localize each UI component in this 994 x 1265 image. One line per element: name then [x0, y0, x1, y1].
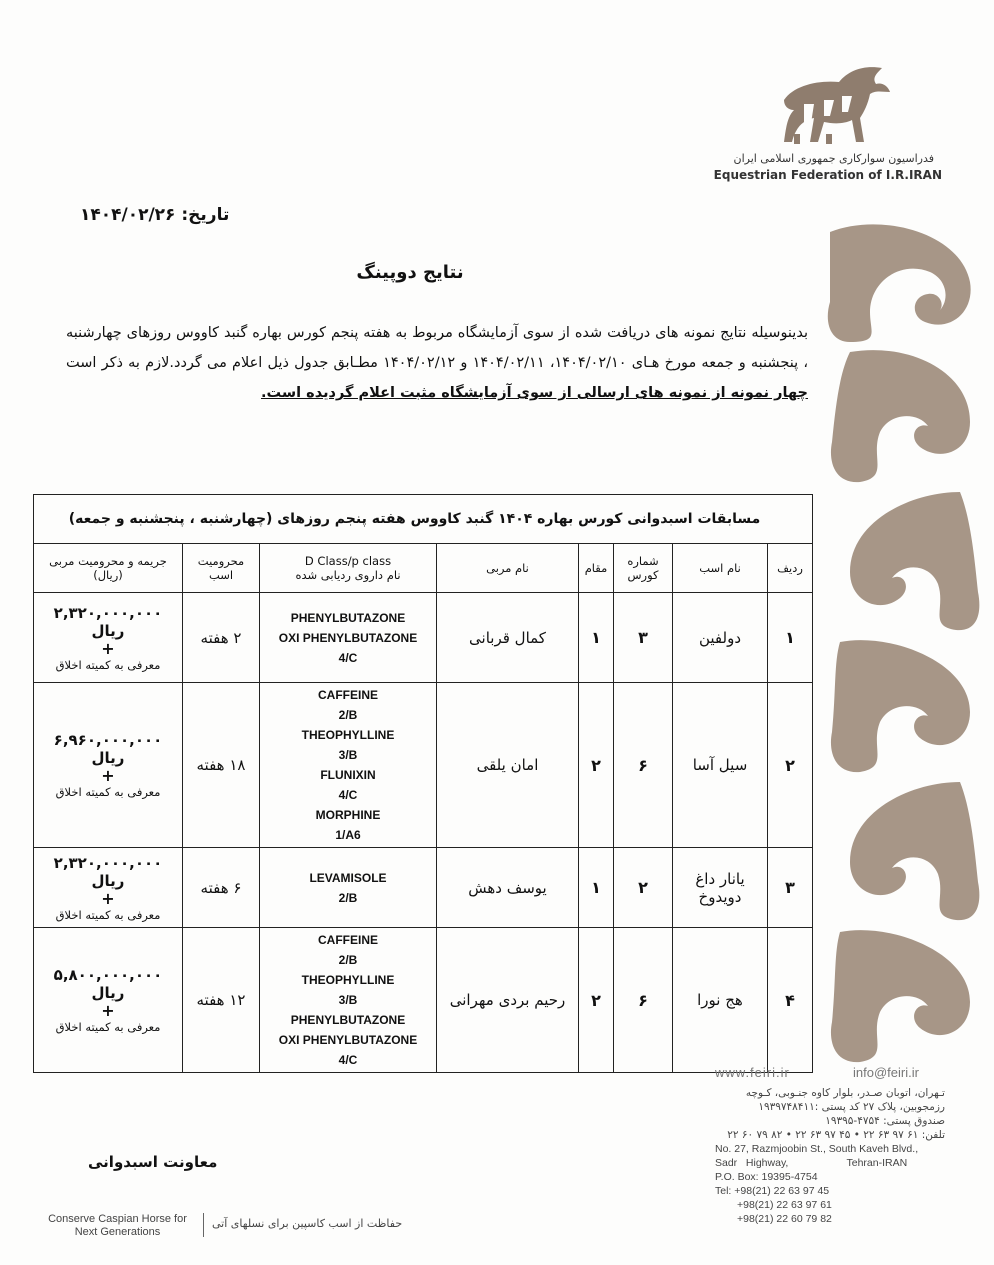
drug-line: 1/A6: [335, 828, 361, 842]
po-box: P.O. Box: 19395-4754: [715, 1171, 818, 1183]
trainer-fine: [34, 683, 183, 848]
place: ۲: [579, 928, 614, 1073]
tel-1: Tel: +98(21) 22 63 97 45: [715, 1185, 830, 1197]
tel-3: +98(21) 22 60 79 82: [737, 1213, 832, 1225]
horse-ban: ۱۸ هفته: [183, 683, 260, 848]
drug-line: PHENYLBUTAZONE: [290, 1013, 406, 1027]
header-drug: [260, 544, 437, 593]
header-fine-line2: (ریال): [93, 568, 123, 582]
header-ban-line1: محرومیت: [197, 554, 245, 568]
header-row-number: ردیف: [768, 544, 813, 593]
drug-line: THEOPHYLLINE: [301, 728, 395, 742]
race-number: ۲: [614, 848, 673, 928]
horse-name: یانار داغ دویدوخ: [673, 848, 768, 928]
place: ۲: [579, 683, 614, 848]
table-row: [34, 683, 813, 848]
org-name-en: Equestrian Federation of I.R.IRAN: [713, 168, 942, 182]
drug-line: LEVAMISOLE: [309, 870, 387, 885]
drug-line: MORPHINE: [315, 808, 381, 822]
motto-divider: [203, 1213, 204, 1237]
header-fine-line1: جریمه و محرومیت مربی: [49, 554, 167, 568]
address-en-1: No. 27, Razmjoobin St., South Kaveh Blvd.,: [715, 1143, 919, 1155]
contact-block: [715, 1066, 945, 1226]
horse-ban: ۶ هفته: [183, 848, 260, 928]
row-number: ۴: [768, 928, 813, 1073]
header-horse-name: نام اسب: [673, 544, 768, 593]
tel-2: +98(21) 22 63 97 61: [737, 1199, 832, 1211]
header-trainer: نام مربی: [437, 544, 579, 593]
drug-line: 4/C: [338, 788, 358, 802]
trainer-fine: [34, 848, 183, 928]
trainer-name: یوسف دهش: [437, 848, 579, 928]
drug-line: 3/B: [338, 993, 358, 1007]
table-header-row: [34, 544, 813, 593]
website-link[interactable]: www.feiri.ir: [715, 1065, 790, 1080]
decorative-ornament-icon: [820, 222, 988, 1082]
drug-line: CAFFEINE: [318, 933, 378, 947]
plus-sign: +: [101, 766, 115, 785]
header-horse-ban: [183, 544, 260, 593]
ethics-referral: معرفی به کمیته اخلاق: [55, 1020, 161, 1034]
phones-fa: تلفن: ۶۱ ۹۷ ۶۳ ۲۲ • ۴۵ ۹۷ ۶۳ ۲۲ • ۸۲ ۷۹ ۶۰ ۲۲: [727, 1129, 945, 1141]
drug-line: 2/B: [338, 953, 358, 967]
detected-drugs: [260, 683, 437, 848]
address-fa-3: صندوق پستی: ۴۷۵۴-۱۹۳۹۵: [825, 1115, 945, 1127]
drug-line: FLUNIXIN: [320, 768, 376, 782]
header-ban-line2: اسب: [208, 568, 234, 582]
horse-logo-icon: [764, 60, 894, 145]
trainer-fine: [34, 593, 183, 683]
table-row: [34, 593, 813, 683]
trainer-fine: [34, 928, 183, 1073]
motto-fa: حفاظت از اسب کاسپین برای نسلهای آتی: [212, 1217, 403, 1230]
race-number: ۶: [614, 683, 673, 848]
plus-sign: +: [101, 1001, 115, 1020]
header-race-number: شماره کورس: [614, 544, 673, 593]
motto-en: Conserve Caspian Horse for Next Generations: [48, 1213, 187, 1238]
address-fa-1: تـهران، اتوبان صـدر، بلوار کاوه جنـوبی، کـوچه: [745, 1087, 945, 1099]
drug-line: 2/B: [338, 708, 358, 722]
row-number: ۱: [768, 593, 813, 683]
horse-ban: ۱۲ هفته: [183, 928, 260, 1073]
table-row: [34, 848, 813, 928]
ethics-referral: معرفی به کمیته اخلاق: [55, 657, 161, 672]
table-caption: مسابقات اسبدوانی کورس بهاره ۱۴۰۴ گنبد کاووس هفته پنجم روزهای (چهارشنبه ، پنجشنبه و جمعه): [34, 495, 813, 544]
plus-sign: +: [101, 888, 115, 908]
detected-drugs: [260, 593, 437, 683]
drug-line: 4/C: [338, 650, 358, 665]
row-number: ۳: [768, 848, 813, 928]
fine-amount: ۲,۳۲۰,۰۰۰,۰۰۰ ریال: [53, 853, 163, 890]
detected-drugs: [260, 848, 437, 928]
drug-line: 4/C: [338, 1053, 358, 1067]
horse-name: هج نورا: [673, 928, 768, 1073]
header-drug-name: نام داروی ردیابی شده: [295, 568, 401, 582]
place: ۱: [579, 848, 614, 928]
intro-paragraph: [66, 318, 808, 408]
ethics-referral: معرفی به کمیته اخلاق: [55, 785, 161, 799]
drug-line: OXI PHENYLBUTAZONE: [278, 630, 418, 645]
fine-amount: ۲,۳۲۰,۰۰۰,۰۰۰ ریال: [53, 603, 163, 640]
drug-line: OXI PHENYLBUTAZONE: [278, 1033, 418, 1047]
horse-name: سیل آسا: [673, 683, 768, 848]
doping-results-table: [33, 494, 813, 1073]
horse-name: دولفین: [673, 593, 768, 683]
race-number: ۳: [614, 593, 673, 683]
trainer-name: رحیم بردی مهرانی: [437, 928, 579, 1073]
signature: معاونت اسبدوانی: [88, 1153, 218, 1171]
header-trainer-fine: [34, 544, 183, 593]
table-body: [34, 593, 813, 1073]
document-title: نتایج دوپینگ: [356, 262, 464, 283]
race-number: ۶: [614, 928, 673, 1073]
row-number: ۲: [768, 683, 813, 848]
ethics-referral: معرفی به کمیته اخلاق: [55, 907, 161, 922]
intro-text: بدینوسیله نتایج نمونه های دریافت شده از سوی آزمایشگاه مربوط به هفته پنجم کورس بهاره گنبد کاووس روزهای چهارشنبه ، پنجشنبه و جمعه مورخ هـای ۱۴۰۴/۰۲/۱۰، ۱۴۰۴/۰۲/۱۱ و ۱۴۰۴/۰۲/۱۲ مطـابق جدول ذیل اعلام می گردد.لازم به ذکر است: [66, 325, 808, 371]
header-drug-class: D Class/p class: [304, 554, 392, 568]
place: ۱: [579, 593, 614, 683]
intro-emphasis: چهار نمونه از نمونه های ارسالی از سوی آزمایشگاه مثبت اعلام گردیده است.: [261, 385, 808, 401]
header-place: مقام: [579, 544, 614, 593]
drug-line: 3/B: [338, 748, 358, 762]
plus-sign: +: [101, 638, 115, 658]
drug-line: 2/B: [338, 890, 358, 905]
table-row: [34, 928, 813, 1073]
trainer-name: کمال قربانی: [437, 593, 579, 683]
drug-line: CAFFEINE: [318, 688, 378, 702]
fine-amount: ۶,۹۶۰,۰۰۰,۰۰۰ ریال: [53, 731, 163, 767]
email-link[interactable]: info@feiri.ir: [853, 1065, 919, 1080]
org-name-fa: فدراسیون سوارکاری جمهوری اسلامی ایران: [733, 152, 934, 165]
trainer-name: امان یلقی: [437, 683, 579, 848]
document-date: تاریخ: ۱۴۰۴/۰۲/۲۶: [80, 205, 230, 225]
drug-line: PHENYLBUTAZONE: [290, 610, 406, 625]
horse-ban: ۲ هفته: [183, 593, 260, 683]
address-fa-2: رزمجوبین، پلاک ۲۷ کد پستی :۱۹۳۹۷۴۸۴۱۱: [758, 1101, 945, 1113]
detected-drugs: [260, 928, 437, 1073]
address-en-2: Sadr Highway, Tehran-IRAN: [715, 1157, 908, 1169]
fine-amount: ۵,۸۰۰,۰۰۰,۰۰۰ ریال: [53, 966, 163, 1002]
drug-line: THEOPHYLLINE: [301, 973, 395, 987]
